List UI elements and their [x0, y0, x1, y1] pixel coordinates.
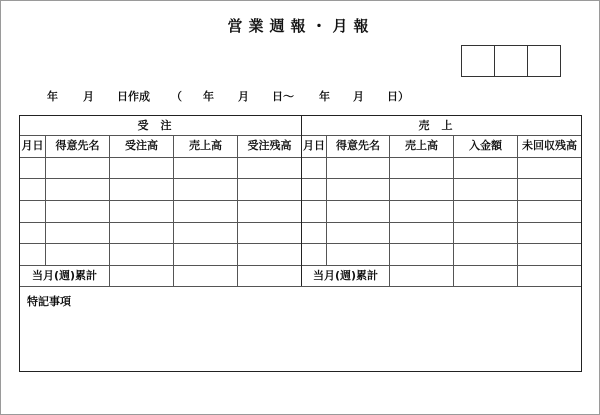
notes-label: 特記事項 [27, 295, 71, 308]
date-year-label: 年 [47, 90, 58, 103]
stamp-box[interactable] [494, 45, 528, 77]
orders-total-label: 当月(週)累計 [31, 269, 98, 282]
period-to-day-label: 日） [387, 90, 409, 103]
period-from-month-label: 月 [238, 90, 249, 103]
sales-col-uncollected: 未回収残高 [522, 139, 577, 152]
stamp-box[interactable] [461, 45, 495, 77]
date-month-label: 月 [83, 90, 94, 103]
approval-stamp-boxes [462, 45, 561, 77]
stamp-box[interactable] [527, 45, 561, 77]
period-from-year-label: 年 [203, 90, 214, 103]
sales-col-payment: 入金額 [469, 139, 502, 152]
orders-col-order-amount: 受注高 [125, 139, 158, 152]
sales-total-label: 当月(週)累計 [312, 269, 379, 282]
orders-col-customer: 得意先名 [55, 139, 100, 152]
orders-col-backlog: 受注残高 [247, 139, 292, 152]
period-to-year-label: 年 [319, 90, 330, 103]
period-to-month-label: 月 [353, 90, 364, 103]
date-created-label: 日作成 [117, 90, 150, 103]
page-title: 営業週報・月報 [227, 17, 375, 35]
sales-section-header: 売上 [418, 119, 465, 132]
date-paren-open: （ [171, 90, 182, 103]
sales-col-date: 月日 [303, 139, 325, 152]
orders-section-header: 受注 [137, 119, 184, 132]
date-line [1, 88, 600, 102]
sales-col-customer: 得意先名 [336, 139, 380, 152]
period-from-day-label: 日〜 [272, 90, 294, 103]
sales-col-sales-amount: 売上高 [405, 139, 438, 152]
orders-col-sales-amount: 売上高 [189, 139, 222, 152]
report-table [19, 115, 582, 372]
orders-col-date: 月日 [21, 139, 44, 152]
